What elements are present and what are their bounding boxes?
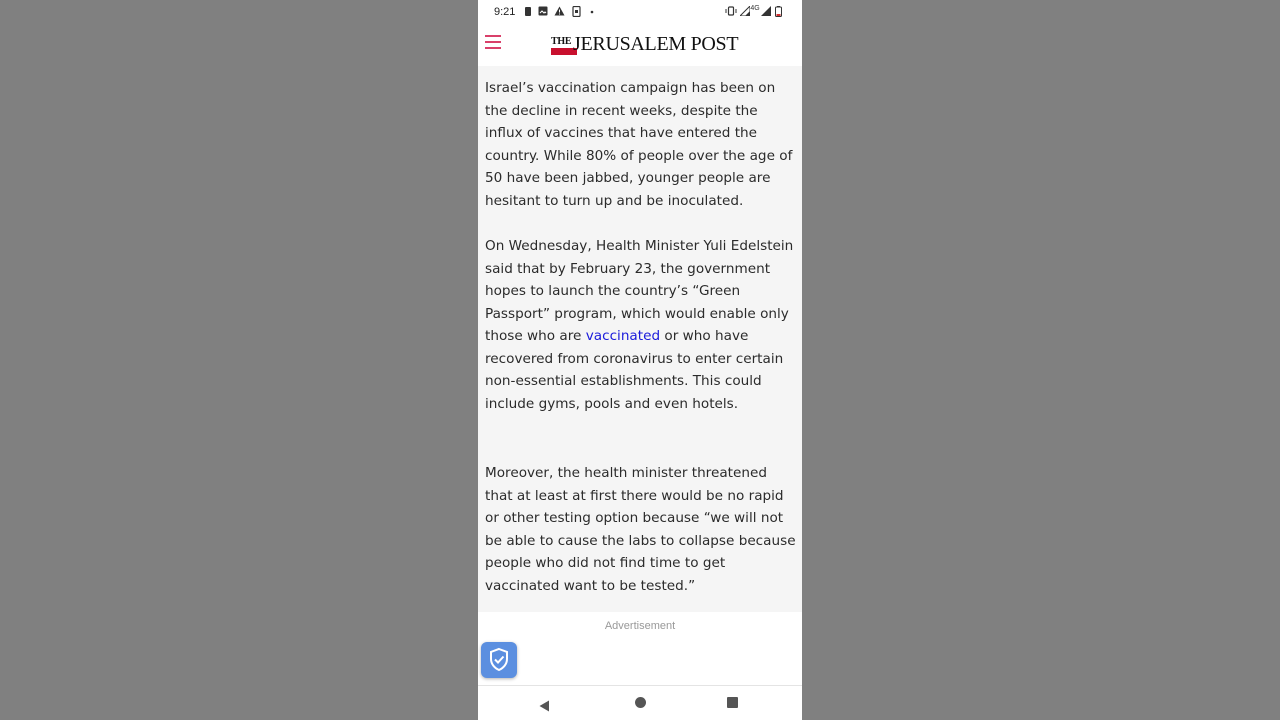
logo-the-text: THE (551, 36, 572, 47)
article-body (478, 66, 802, 612)
vibrate-icon (725, 6, 735, 17)
vaccinated-link[interactable]: vaccinated (585, 328, 661, 344)
advertisement-label: Advertisement (604, 620, 676, 632)
hamburger-menu-icon[interactable] (485, 35, 503, 53)
battery-low-icon (773, 6, 783, 17)
network-type: 4G (750, 5, 760, 12)
home-circle-icon[interactable] (635, 697, 646, 708)
screenshot-icon (571, 6, 581, 17)
status-bar (478, 0, 802, 24)
back-triangle-icon[interactable] (539, 697, 550, 716)
paragraph-text: or who have recovered from coronavirus to enter certain non-essential establishments. This could include gyms, pools and even hotels. (485, 328, 784, 412)
article-paragraph (485, 235, 797, 415)
article-paragraph: Moreover, the health minister threatened that at least at first there would be no rapid or other testing option because “we will not be able to cause the labs to collapse because people who did not find time to get vaccinated want to be tested.” (485, 465, 796, 594)
article-paragraph: Israel’s vaccination campaign has been on the decline in recent weeks, despite the influx of vaccines that have entered the country. While 80% of people over the age of 50 have been jabbed, younger people are hesitant to turn up and be inoculated. (485, 80, 793, 209)
signal-icon-2 (761, 6, 771, 17)
image-icon (538, 6, 548, 17)
site-logo[interactable] (551, 33, 739, 59)
app-header (478, 24, 802, 66)
logo-name-text: JERUSALEM POST (573, 33, 739, 55)
shield-check-icon[interactable] (481, 642, 517, 678)
advertisement-area (478, 612, 802, 685)
status-time: 9:21 (494, 6, 516, 18)
dot-icon (587, 6, 597, 17)
system-nav-bar (478, 685, 802, 720)
recents-square-icon[interactable] (727, 697, 738, 708)
phone-screen (478, 0, 802, 720)
warning-icon (554, 6, 564, 17)
paragraph-text: On Wednesday, Health Minister Yuli Edelstein said that by February 23, the government hopes to launch the country’s “Green Passport” program, which would enable only those who are (485, 238, 794, 344)
battery-saver-icon (523, 6, 533, 17)
